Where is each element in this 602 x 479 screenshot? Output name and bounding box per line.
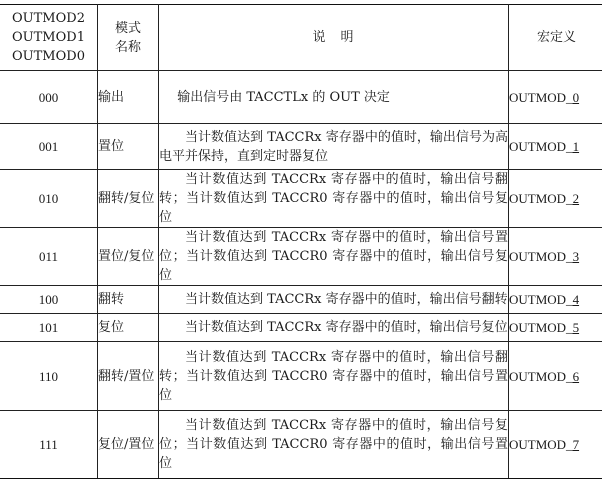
header-desc: 说 明 <box>159 5 509 71</box>
row-name: 置位 <box>98 124 159 170</box>
macro-prefix: OUTMOD_ <box>509 249 573 264</box>
macro-number: 0 <box>573 90 580 105</box>
row-name: 翻转 <box>98 286 159 314</box>
table-row <box>0 124 602 170</box>
outmod-table <box>0 4 602 479</box>
row-desc-text: 当计数值达到 TACCRx 寄存器中的值时，输出信号为高电平并保持，直到定时器复位 <box>159 128 508 166</box>
header-name <box>98 5 159 71</box>
row-name: 翻转/复位 <box>98 170 159 228</box>
row-macro <box>509 228 602 286</box>
row-desc-text: 输出信号由 TACCTLx 的 OUT 决定 <box>159 88 508 107</box>
row-code: 011 <box>0 228 98 286</box>
row-desc <box>159 286 509 314</box>
row-macro <box>509 286 602 314</box>
macro-number: 4 <box>573 292 580 307</box>
table-header-row <box>0 5 602 71</box>
row-macro <box>509 411 602 479</box>
macro-prefix: OUTMOD_ <box>509 292 573 307</box>
header-code-line: OUTMOD2 <box>0 9 97 28</box>
row-desc-text: 当计数值达到 TACCRx 寄存器中的值时，输出信号复位；当计数值达到 TACCR0 寄存器中的值时，输出信号置位 <box>159 416 508 473</box>
macro-prefix: OUTMOD_ <box>509 139 573 154</box>
row-desc-text: 当计数值达到 TACCRx 寄存器中的值时，输出信号置位；当计数值达到 TACCR0 寄存器中的值时，输出信号复位 <box>159 228 508 285</box>
row-desc <box>159 342 509 411</box>
table-row <box>0 71 602 124</box>
table-row <box>0 170 602 228</box>
macro-number: 5 <box>573 320 580 335</box>
row-macro <box>509 71 602 124</box>
row-desc <box>159 411 509 479</box>
row-code: 001 <box>0 124 98 170</box>
row-code: 101 <box>0 314 98 342</box>
header-name-line: 模式 <box>98 19 158 38</box>
row-name: 复位/置位 <box>98 411 159 479</box>
row-name: 翻转/置位 <box>98 342 159 411</box>
row-name: 复位 <box>98 314 159 342</box>
row-code: 111 <box>0 411 98 479</box>
macro-number: 3 <box>573 249 580 264</box>
table-row <box>0 286 602 314</box>
row-code: 010 <box>0 170 98 228</box>
row-desc <box>159 71 509 124</box>
row-desc <box>159 314 509 342</box>
row-desc-text: 当计数值达到 TACCRx 寄存器中的值时，输出信号复位 <box>159 318 508 337</box>
header-code-line: OUTMOD0 <box>0 47 97 66</box>
header-code <box>0 5 98 71</box>
row-macro <box>509 170 602 228</box>
macro-number: 7 <box>573 437 580 452</box>
table-row <box>0 411 602 479</box>
macro-prefix: OUTMOD_ <box>509 437 573 452</box>
header-macro: 宏定义 <box>509 5 602 71</box>
table-row <box>0 228 602 286</box>
macro-number: 6 <box>573 369 580 384</box>
macro-prefix: OUTMOD_ <box>509 191 573 206</box>
row-desc <box>159 170 509 228</box>
row-desc <box>159 124 509 170</box>
row-desc-text: 当计数值达到 TACCRx 寄存器中的值时，输出信号翻转 <box>159 290 508 309</box>
row-desc <box>159 228 509 286</box>
row-macro <box>509 314 602 342</box>
row-name: 置位/复位 <box>98 228 159 286</box>
macro-prefix: OUTMOD_ <box>509 320 573 335</box>
header-code-line: OUTMOD1 <box>0 28 97 47</box>
table-row <box>0 342 602 411</box>
table-row <box>0 314 602 342</box>
row-name: 输出 <box>98 71 159 124</box>
macro-prefix: OUTMOD_ <box>509 90 573 105</box>
row-code: 100 <box>0 286 98 314</box>
row-macro <box>509 124 602 170</box>
macro-number: 1 <box>573 139 580 154</box>
macro-prefix: OUTMOD_ <box>509 369 573 384</box>
row-desc-text: 当计数值达到 TACCRx 寄存器中的值时，输出信号翻转；当计数值达到 TACCR0 寄存器中的值时，输出信号复位 <box>159 170 508 227</box>
header-name-line: 名称 <box>98 38 158 57</box>
row-code: 110 <box>0 342 98 411</box>
row-macro <box>509 342 602 411</box>
row-desc-text: 当计数值达到 TACCRx 寄存器中的值时，输出信号翻转；当计数值达到 TACCR0 寄存器中的值时，输出信号置位 <box>159 348 508 405</box>
row-code: 000 <box>0 71 98 124</box>
macro-number: 2 <box>573 191 580 206</box>
